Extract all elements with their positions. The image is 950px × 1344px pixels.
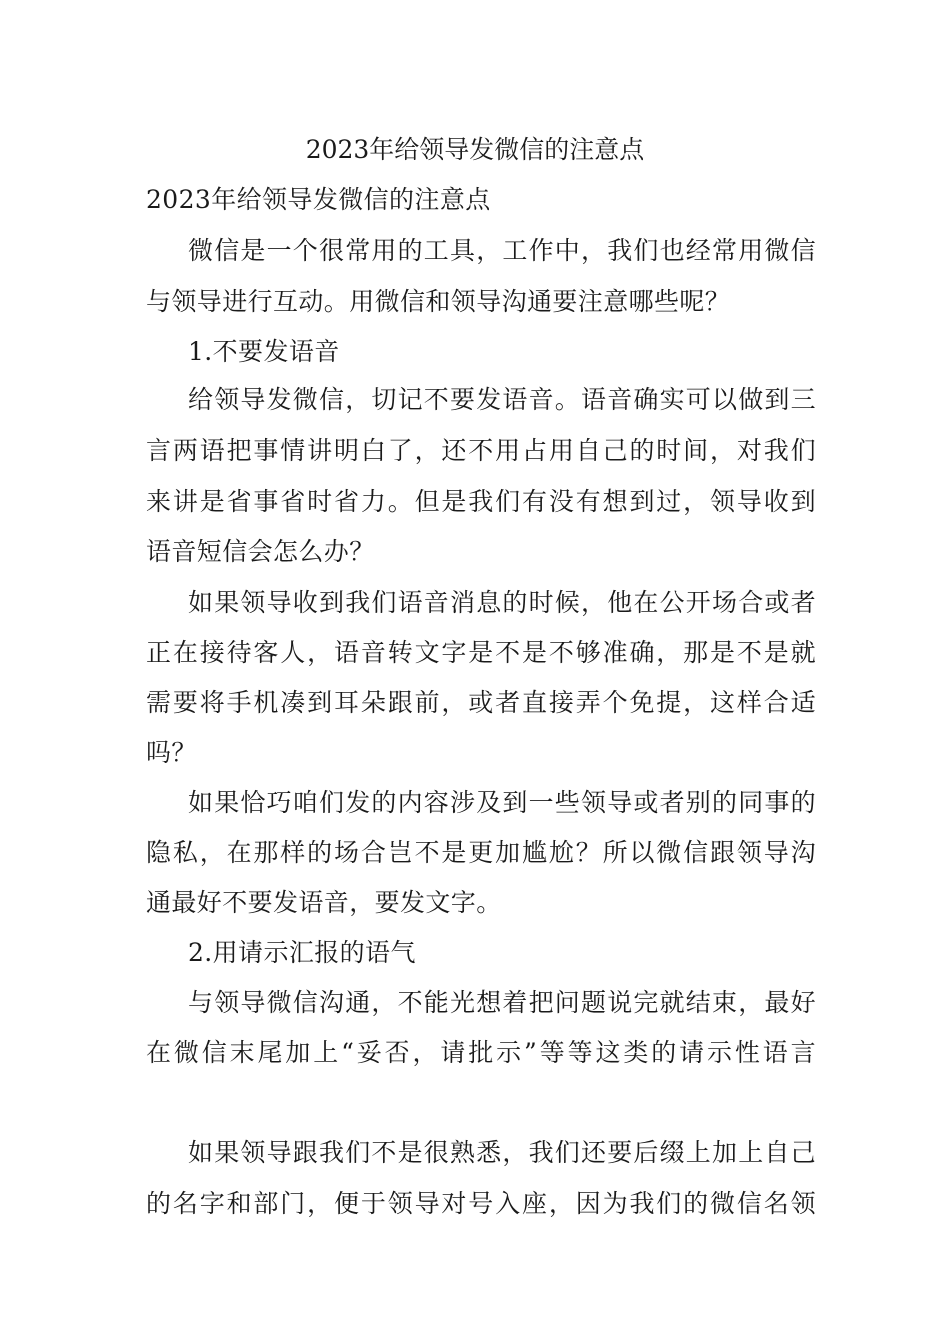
paragraph-line: 如果领导跟我们不是很熟悉，我们还要后缀上加上自己 (188, 1138, 816, 1167)
document-title: 2023年给领导发微信的注意点 (305, 135, 645, 164)
paragraph-line: 微信是一个很常用的工具，工作中，我们也经常用微信 (188, 236, 816, 265)
paragraph-line: 正在接待客人，语音转文字是不是不够准确，那是不是就 (146, 638, 816, 667)
paragraph-line: 如果领导收到我们语音消息的时候，他在公开场合或者 (188, 588, 816, 617)
section-heading: 2.用请示汇报的语气 (188, 938, 416, 967)
paragraph-line: 吗？ (146, 738, 197, 767)
section-heading: 1.不要发语音 (188, 337, 340, 366)
paragraph-line: 言两语把事情讲明白了，还不用占用自己的时间，对我们 (146, 436, 816, 465)
paragraph-line: 与领导微信沟通，不能光想着把问题说完就结束，最好 (188, 988, 816, 1017)
paragraph-line: 隐私，在那样的场合岂不是更加尴尬？所以微信跟领导沟 (146, 838, 816, 867)
paragraph-line: 的名字和部门，便于领导对号入座，因为我们的微信名领 (146, 1189, 816, 1218)
paragraph-line: 需要将手机凑到耳朵跟前，或者直接弄个免提，这样合适 (146, 688, 816, 717)
paragraph-line: 语音短信会怎么办？ (146, 537, 375, 566)
paragraph-line: 如果恰巧咱们发的内容涉及到一些领导或者别的同事的 (188, 788, 816, 817)
document-subtitle: 2023年给领导发微信的注意点 (146, 185, 491, 214)
paragraph-line: 来讲是省事省时省力。但是我们有没有想到过，领导收到 (146, 487, 816, 516)
paragraph-line: 在微信末尾加上“妥否，请批示”等等这类的请示性语言 (146, 1038, 816, 1067)
paragraph-line: 与领导进行互动。用微信和领导沟通要注意哪些呢？ (146, 287, 731, 316)
paragraph-line: 通最好不要发语音，要发文字。 (146, 888, 502, 917)
paragraph-line: 给领导发微信，切记不要发语音。语音确实可以做到三 (188, 385, 816, 414)
